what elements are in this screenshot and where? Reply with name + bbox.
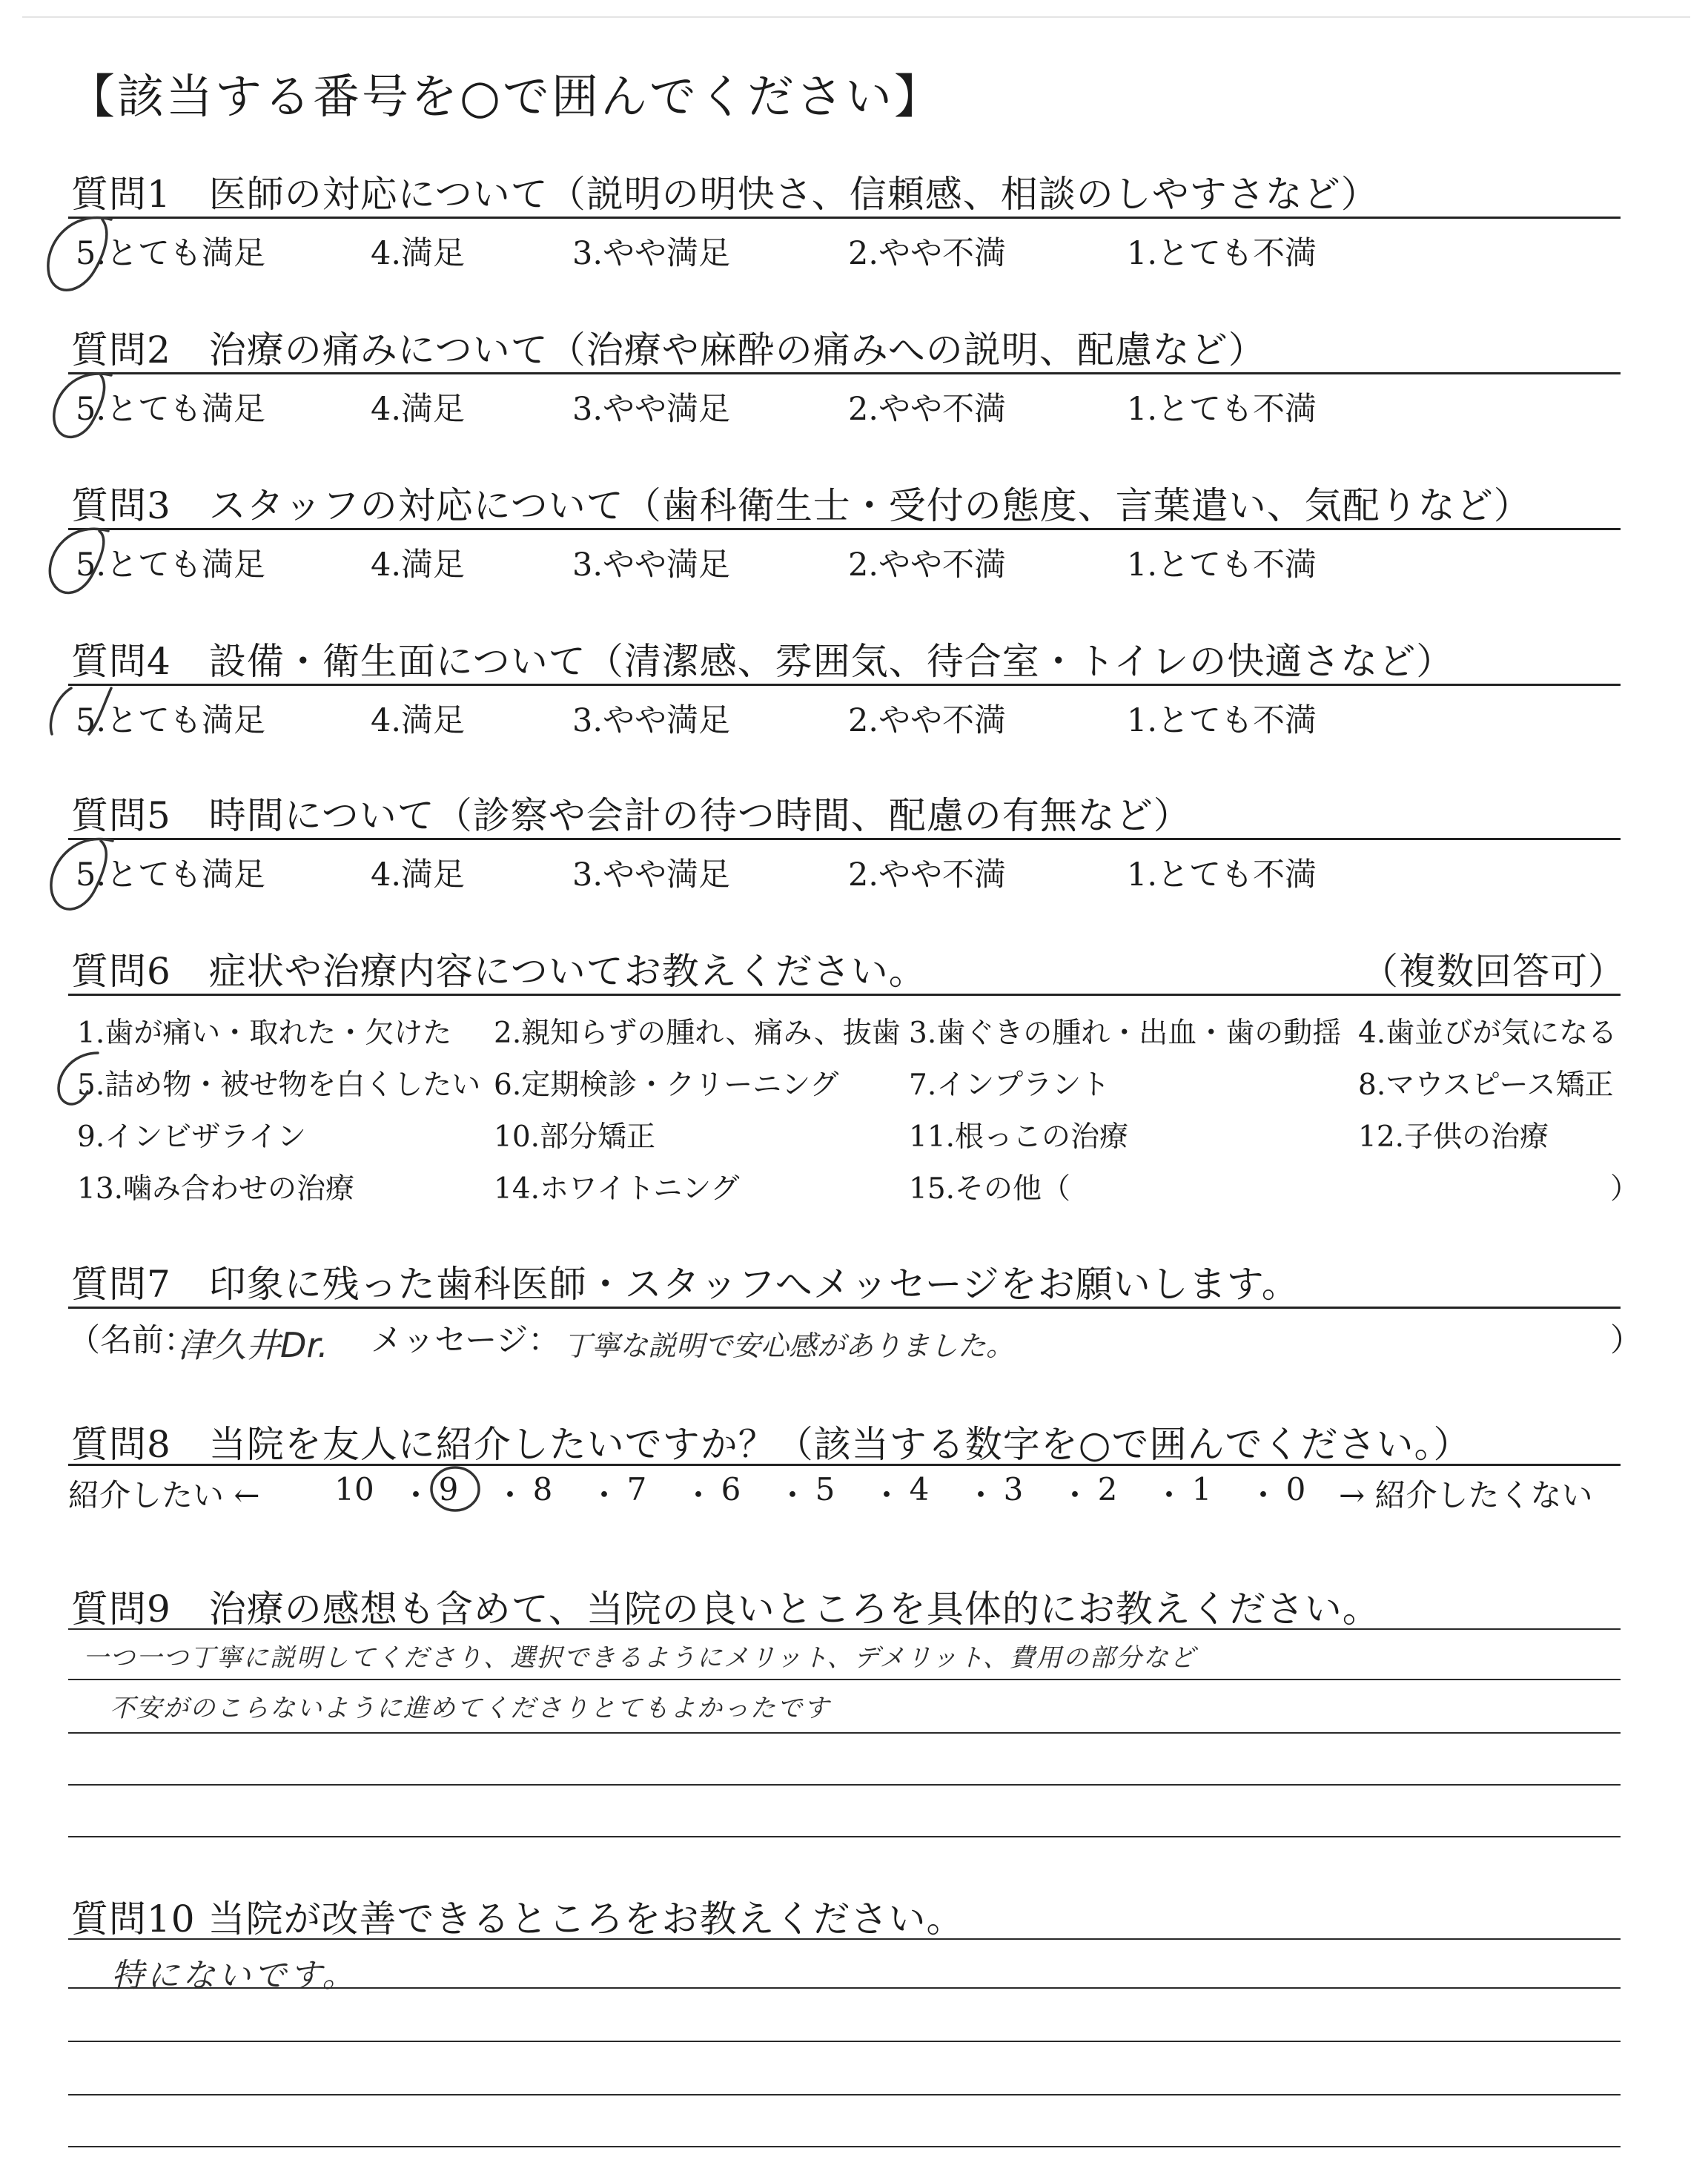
q7-message-value[interactable]: 丁寧な説明で安心感がありました。 <box>563 1330 1015 1362</box>
q7-message-label: メッセージ： <box>371 1322 560 1359</box>
q3-option-3[interactable]: 3.やや満足 <box>572 546 731 584</box>
q8-scale-separator: ・ <box>777 1477 809 1513</box>
q6-option-7[interactable]: 7.インプラント <box>909 1069 1110 1102</box>
q9-line-2 <box>68 1679 1621 1680</box>
q8-scale-separator: ・ <box>494 1477 526 1513</box>
q6-rule <box>68 994 1621 996</box>
q10-answer-line-1[interactable]: 特にないです。 <box>111 1957 358 1995</box>
q7-rule <box>68 1307 1621 1309</box>
q6-other-close: ） <box>1610 1172 1640 1206</box>
q5-option-2[interactable]: 2.やや不満 <box>848 856 1007 894</box>
q8-scale-4[interactable]: 4 <box>909 1471 930 1507</box>
q2-rule <box>68 372 1621 374</box>
q7-name-value[interactable]: 津久井Dr. <box>178 1325 328 1365</box>
page-title: 【該当する番号を○で囲んでください】 <box>68 70 943 124</box>
q4-option-1[interactable]: 1.とても不満 <box>1127 702 1317 739</box>
q4-option-5[interactable]: 5.とても満足 <box>76 702 266 739</box>
q1-option-1[interactable]: 1.とても不満 <box>1127 235 1317 272</box>
q4-heading: 質問4 設備・衛生面について（清潔感、雰囲気、待合室・トイレの快適さなど） <box>71 640 1454 683</box>
q8-scale-3[interactable]: 3 <box>1003 1471 1024 1507</box>
q1-rule <box>68 217 1621 219</box>
q1-heading: 質問1 医師の対応について（説明の明快さ、信頼感、相談のしやすさなど） <box>71 173 1379 216</box>
q8-scale-separator: ・ <box>400 1477 432 1513</box>
q8-scale-separator: ・ <box>1153 1477 1185 1513</box>
q8-scale-separator: ・ <box>871 1477 903 1513</box>
q9-line-4 <box>68 1784 1621 1786</box>
q5-rule <box>68 838 1621 840</box>
q2-option-3[interactable]: 3.やや満足 <box>572 391 731 428</box>
q7-close: ） <box>1610 1322 1642 1359</box>
q8-scale-9[interactable]: 9 <box>438 1471 459 1507</box>
q6-option-10[interactable]: 10.部分矯正 <box>494 1120 656 1154</box>
q6-option-4[interactable]: 4.歯並びが気になる <box>1358 1017 1618 1050</box>
q3-option-5[interactable]: 5.とても満足 <box>76 546 266 584</box>
q8-scale-5[interactable]: 5 <box>815 1471 835 1507</box>
q4-option-2[interactable]: 2.やや不満 <box>848 702 1007 739</box>
q6-option-15[interactable]: 15.その他（ <box>909 1172 1071 1206</box>
q3-option-2[interactable]: 2.やや不満 <box>848 546 1007 584</box>
q8-rule <box>68 1464 1621 1466</box>
q6-option-14[interactable]: 14.ホワイトニング <box>494 1172 740 1206</box>
q1-option-5[interactable]: 5.とても満足 <box>76 235 266 272</box>
q6-option-9[interactable]: 9.インビザライン <box>77 1120 307 1154</box>
q9-answer-line-1[interactable]: 一つ一つ丁寧に説明してくださり、選択できるようにメリット、デメリット、費用の部分など <box>83 1643 1196 1673</box>
q9-line-3 <box>68 1732 1621 1734</box>
q5-option-3[interactable]: 3.やや満足 <box>572 856 731 894</box>
q8-scale-10[interactable]: 10 <box>334 1471 374 1507</box>
q2-heading: 質問2 治療の痛みについて（治療や麻酔の痛みへの説明、配慮など） <box>71 328 1266 371</box>
q6-option-3[interactable]: 3.歯ぐきの腫れ・出血・歯の動揺 <box>909 1017 1342 1050</box>
q2-option-2[interactable]: 2.やや不満 <box>848 391 1007 428</box>
q8-left-label: 紹介したい ← <box>68 1477 260 1513</box>
q5-option-5[interactable]: 5.とても満足 <box>76 856 266 894</box>
q8-right-label: → 紹介したくない <box>1339 1477 1593 1513</box>
q6-option-2[interactable]: 2.親知らずの腫れ、痛み、抜歯 <box>494 1017 901 1050</box>
q3-option-4[interactable]: 4.満足 <box>371 546 466 584</box>
q6-option-1[interactable]: 1.歯が痛い・取れた・欠けた <box>77 1017 452 1050</box>
q3-rule <box>68 528 1621 530</box>
q1-option-2[interactable]: 2.やや不満 <box>848 235 1007 272</box>
q8-scale-1[interactable]: 1 <box>1191 1471 1212 1507</box>
q6-option-8[interactable]: 8.マウスピース矯正 <box>1358 1069 1614 1102</box>
q3-option-1[interactable]: 1.とても不満 <box>1127 546 1317 584</box>
q2-option-1[interactable]: 1.とても不満 <box>1127 391 1317 428</box>
q1-option-3[interactable]: 3.やや満足 <box>572 235 731 272</box>
q8-heading: 質問8 当院を友人に紹介したいですか？（該当する数字を○で囲んでください。） <box>71 1423 1472 1466</box>
q10-line-4 <box>68 2094 1621 2095</box>
q9-heading: 質問9 治療の感想も含めて、当院の良いところを具体的にお教えください。 <box>71 1588 1380 1631</box>
q6-note: （複数回答可） <box>1361 950 1626 993</box>
q5-option-4[interactable]: 4.満足 <box>371 856 466 894</box>
q9-line-5 <box>68 1836 1621 1837</box>
q6-option-6[interactable]: 6.定期検診・クリーニング <box>494 1069 839 1102</box>
q8-scale-7[interactable]: 7 <box>626 1471 647 1507</box>
q8-scale-separator: ・ <box>1059 1477 1091 1513</box>
top-border <box>22 16 1690 18</box>
q8-scale-separator: ・ <box>683 1477 715 1513</box>
q7-name-label: （名前： <box>68 1322 196 1359</box>
q2-option-5[interactable]: 5.とても満足 <box>76 391 266 428</box>
q4-option-4[interactable]: 4.満足 <box>371 702 466 739</box>
q10-line-3 <box>68 2041 1621 2042</box>
q2-option-4[interactable]: 4.満足 <box>371 391 466 428</box>
q1-option-4[interactable]: 4.満足 <box>371 235 466 272</box>
q10-line-5 <box>68 2146 1621 2147</box>
q10-heading: 質問10 当院が改善できるところをお教えください。 <box>71 1898 964 1941</box>
q6-option-12[interactable]: 12.子供の治療 <box>1358 1120 1549 1154</box>
q4-option-3[interactable]: 3.やや満足 <box>572 702 731 739</box>
q8-scale-0[interactable]: 0 <box>1285 1471 1306 1507</box>
q8-scale-8[interactable]: 8 <box>532 1471 553 1507</box>
q8-scale-separator: ・ <box>965 1477 997 1513</box>
q3-heading: 質問3 スタッフの対応について（歯科衛生士・受付の態度、言葉遣い、気配りなど） <box>71 484 1532 527</box>
q6-option-13[interactable]: 13.噛み合わせの治療 <box>77 1172 355 1206</box>
q5-heading: 質問5 時間について（診察や会計の待つ時間、配慮の有無など） <box>71 794 1191 837</box>
q6-heading: 質問6 症状や治療内容についてお教えください。 <box>71 950 927 993</box>
q6-option-11[interactable]: 11.根っこの治療 <box>909 1120 1129 1154</box>
q7-heading: 質問7 印象に残った歯科医師・スタッフへメッセージをお願いします。 <box>71 1263 1300 1306</box>
q4-rule <box>68 684 1621 686</box>
q9-answer-line-2[interactable]: 不安がのこらないように進めてくださりとてもよかったです <box>110 1694 830 1723</box>
q6-option-5[interactable]: 5.詰め物・被せ物を白くしたい <box>77 1069 481 1102</box>
q10-line-1 <box>68 1938 1621 1940</box>
q9-line-1 <box>68 1628 1621 1630</box>
q8-scale-2[interactable]: 2 <box>1097 1471 1118 1507</box>
q8-scale-separator: ・ <box>589 1477 620 1513</box>
q8-scale-separator: ・ <box>1248 1477 1280 1513</box>
q5-option-1[interactable]: 1.とても不満 <box>1127 856 1317 894</box>
q8-scale-6[interactable]: 6 <box>721 1471 741 1507</box>
